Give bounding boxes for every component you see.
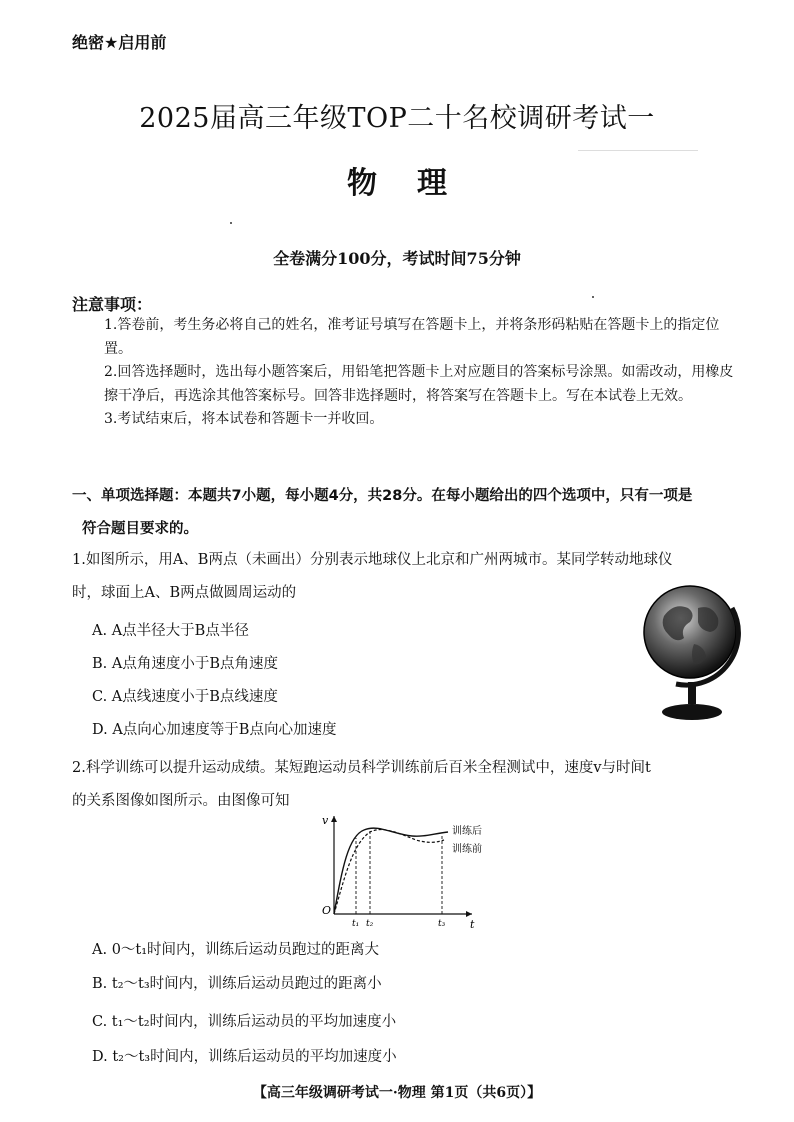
- notice-item: 2.回答选择题时，选出每小题答案后，用铅笔把答题卡上对应题目的答案标号涂黑。如需改动，用橡皮擦干净后，再选涂其他答案标号。回答非选择题时，将答案写在答题卡上。写在本试卷上无效。: [104, 364, 734, 404]
- score-time-line: 全卷满分100分，考试时间75分钟: [273, 249, 521, 268]
- t-axis-arrow: [466, 911, 472, 917]
- question-2-stem-line-2: 的关系图像如图所示。由图像可知: [72, 793, 290, 809]
- tick-t3: t₃: [438, 919, 446, 929]
- origin-label: O: [322, 904, 332, 917]
- section-line-1: 一、单项选择题：本题共7小题，每小题4分，共28分。在每小题给出的四个选项中，只有一项是: [72, 488, 693, 504]
- curve-before-training: [334, 830, 444, 914]
- exam-title: 2025届高三年级TOP二十名校调研考试一: [139, 103, 655, 134]
- notice-item: 3.考试结束后，将本试卷和答题卡一并收回。: [104, 411, 384, 427]
- question-2-option-c: C. t₁～t₂时间内，训练后运动员的平均加速度小: [92, 1014, 397, 1030]
- scan-dot: [230, 222, 232, 224]
- question-1-option-a: A. A点半径大于B点半径: [92, 623, 249, 639]
- question-2-stem: [72, 752, 752, 818]
- question-1-option-b: B. A点角速度小于B点角速度: [92, 656, 278, 672]
- globe-illustration: [636, 578, 748, 722]
- question-1-stem-line-2: 时，球面上A、B两点做圆周运动的: [72, 585, 297, 601]
- subject-title: 物理: [347, 166, 487, 201]
- scan-dot: [592, 296, 594, 298]
- tick-t1: t₁: [352, 919, 360, 929]
- section-line-2: 符合题目要求的。: [82, 521, 198, 537]
- notice-heading: 注意事项：: [72, 295, 153, 314]
- question-2-option-d: D. t₂～t₃时间内，训练后运动员的平均加速度小: [92, 1049, 397, 1065]
- scan-mark: [578, 150, 698, 151]
- velocity-time-graph: [312, 810, 502, 930]
- question-2-option-a: A. 0～t₁时间内，训练后运动员跑过的距离大: [92, 942, 380, 958]
- curve-after-training: [334, 828, 448, 914]
- question-1-stem-line-1: 1.如图所示，用A、B两点（未画出）分别表示地球仪上北京和广州两城市。某同学转动地球仪: [72, 552, 673, 568]
- legend-after-training: 训练后: [452, 826, 482, 837]
- question-1-option-d: D. A点向心加速度等于B点向心加速度: [92, 722, 337, 738]
- v-axis-arrow: [331, 816, 337, 822]
- notice-list: [104, 314, 744, 432]
- notice-item: 1.答卷前，考生务必将自己的姓名，准考证号填写在答题卡上，并将条形码粘贴在答题卡上的指定位置。: [104, 317, 720, 357]
- question-1-option-c: C. A点线速度小于B点线速度: [92, 689, 278, 705]
- t-axis-label: t: [470, 918, 475, 930]
- legend-before-training: 训练前: [452, 844, 482, 855]
- page-footer: 【高三年级调研考试一·物理 第1页（共6页）】: [252, 1085, 542, 1101]
- confidential-label: 绝密★启用前: [72, 33, 167, 52]
- v-axis-label: v: [322, 814, 329, 827]
- question-2-stem-line-1: 2.科学训练可以提升运动成绩。某短跑运动员科学训练前后百米全程测试中，速度v与时间t: [72, 760, 651, 776]
- tick-t2: t₂: [366, 919, 374, 929]
- question-2-option-b: B. t₂～t₃时间内，训练后运动员跑过的距离小: [92, 976, 382, 992]
- section-heading: [72, 480, 752, 546]
